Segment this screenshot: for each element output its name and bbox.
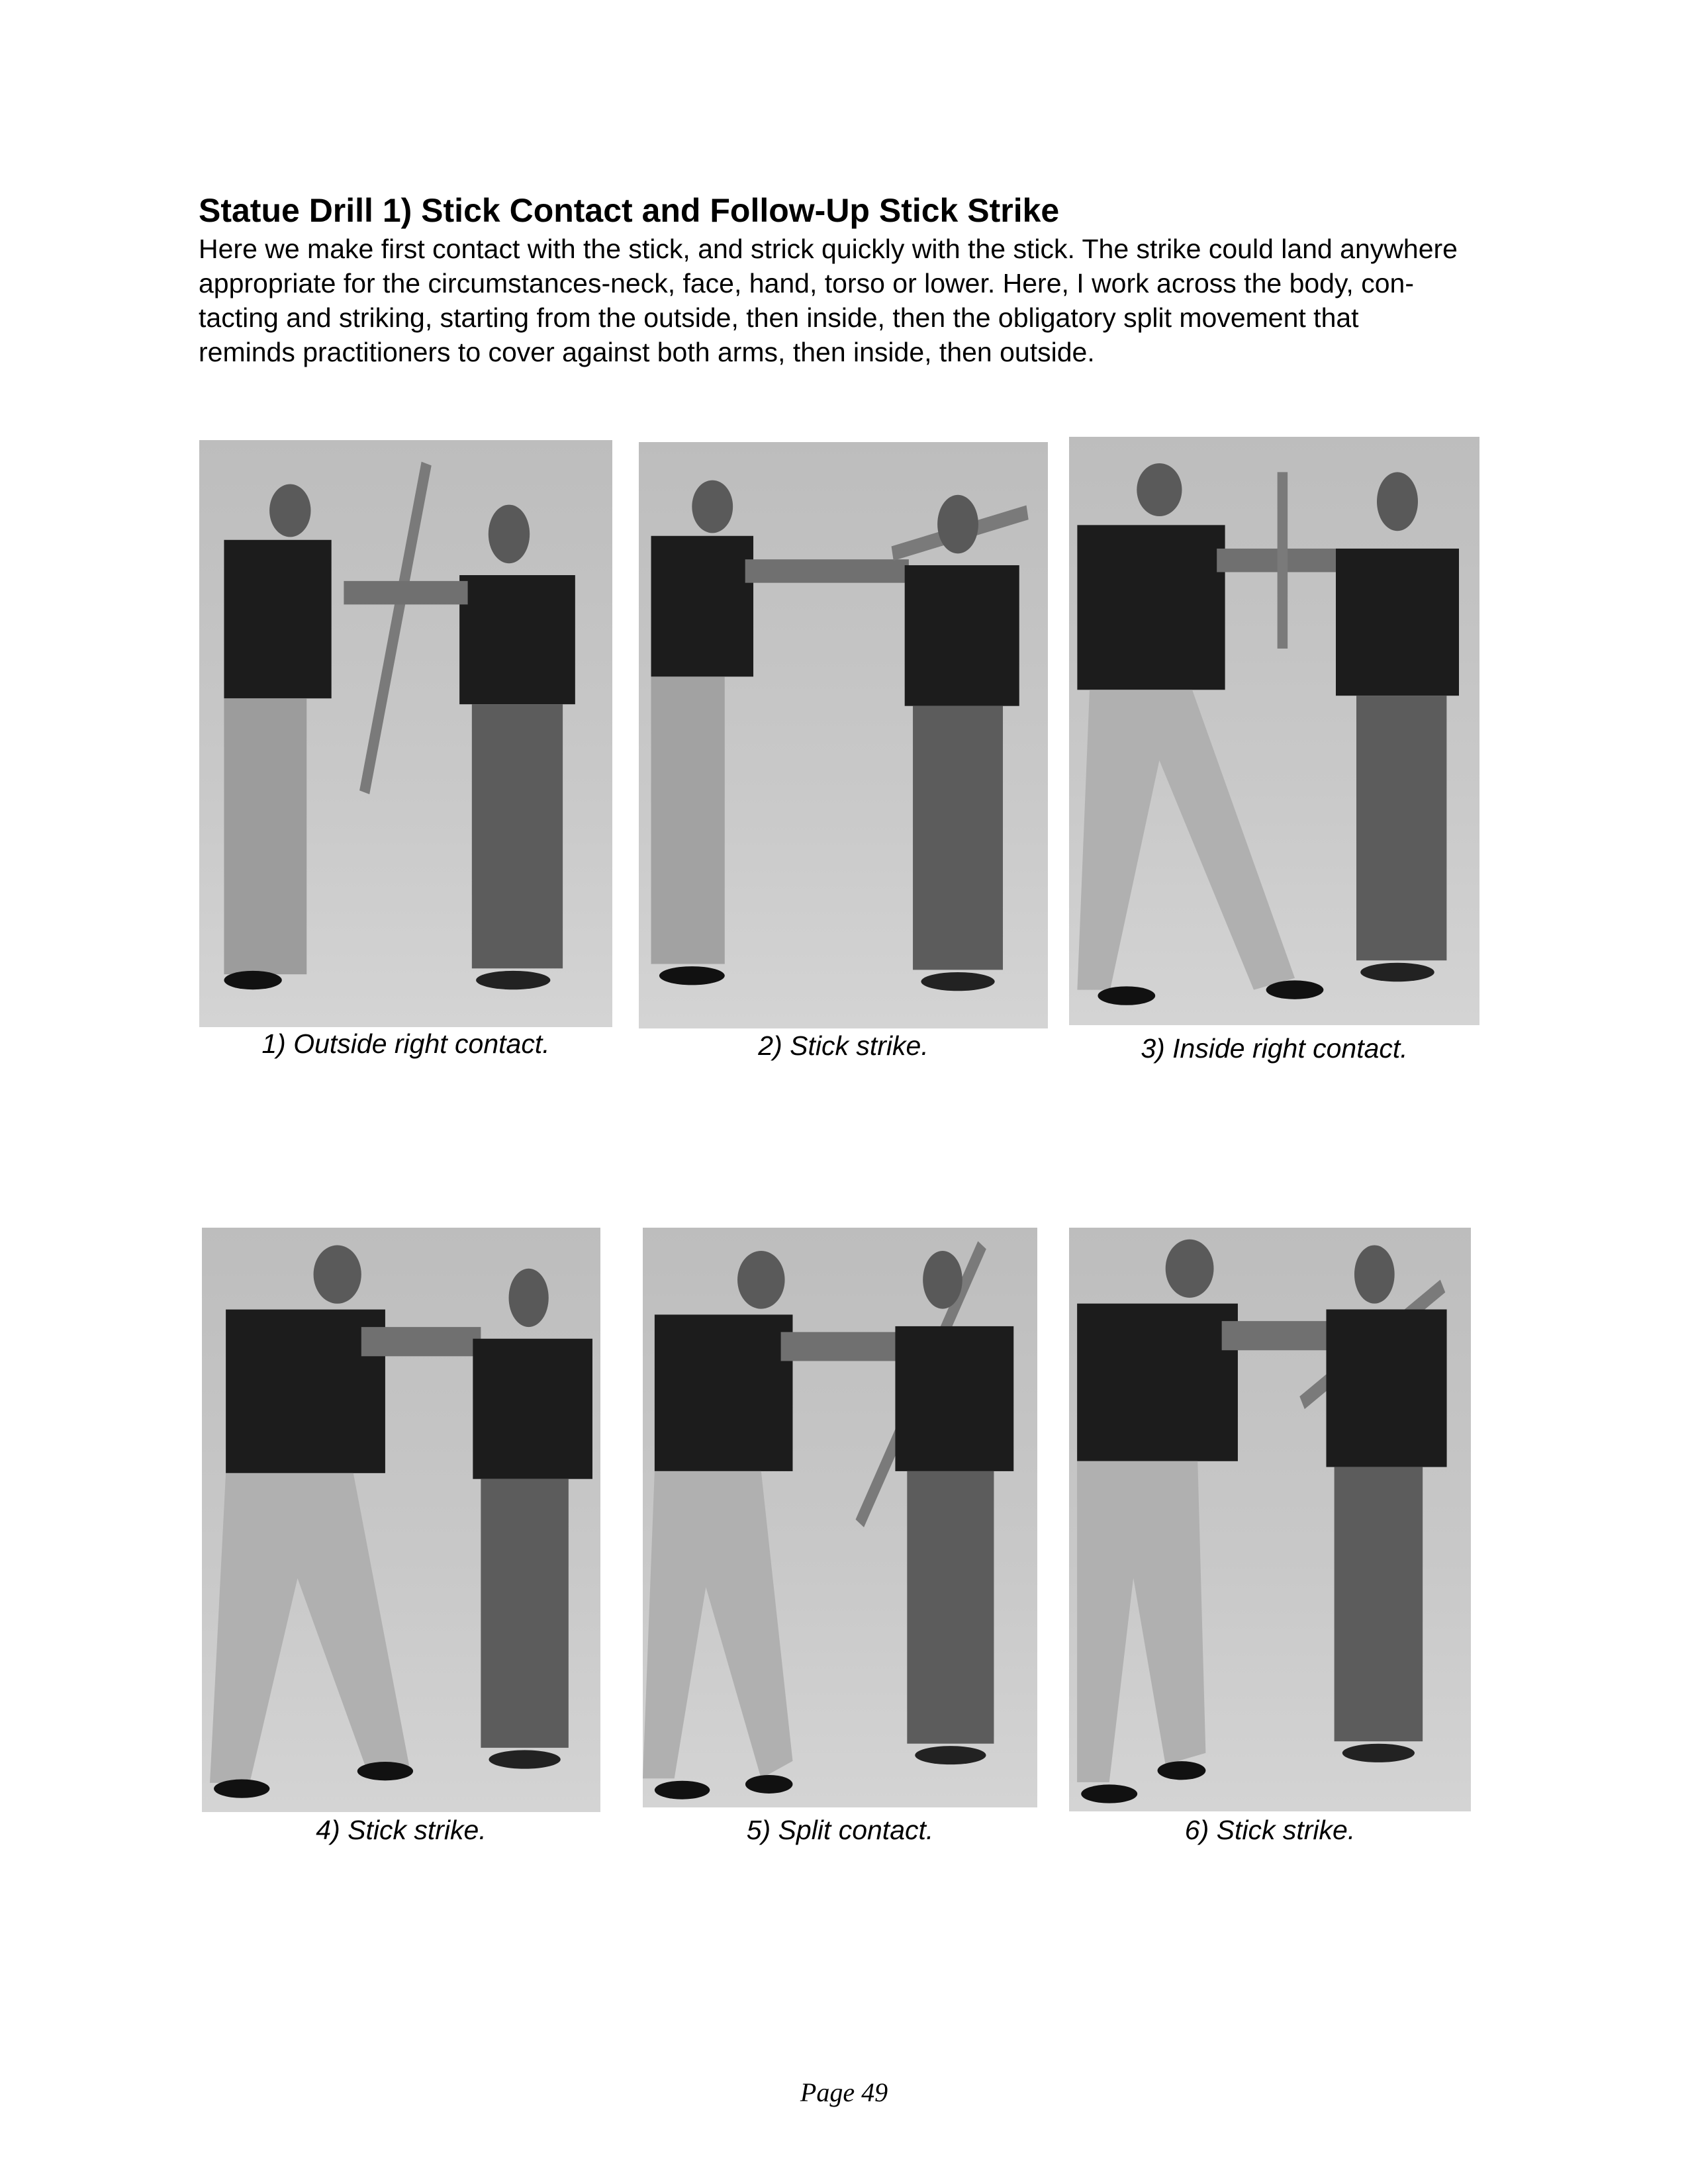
photo-4 xyxy=(202,1228,600,1812)
intro-line: tacting and striking, starting from the outside, then inside, then the obligatory split movement that xyxy=(199,302,1359,333)
photo-6 xyxy=(1069,1228,1471,1811)
caption-3: 3) Inside right contact. xyxy=(1141,1033,1408,1064)
page-number: Page 49 xyxy=(800,2077,888,2107)
caption-1: 1) Outside right contact. xyxy=(261,1028,550,1059)
caption-2: 2) Stick strike. xyxy=(758,1030,929,1061)
intro-paragraph xyxy=(199,232,1523,369)
intro-line: appropriate for the circumstances-neck, face, hand, torso or lower. Here, I work across the body, con- xyxy=(199,268,1414,298)
photo-1 xyxy=(199,440,612,1027)
intro-line: reminds practitioners to cover against both arms, then inside, then outside. xyxy=(199,337,1095,367)
photo-3 xyxy=(1069,437,1479,1025)
photo-5 xyxy=(643,1228,1037,1807)
caption-5: 5) Split contact. xyxy=(746,1815,934,1845)
intro-line: Here we make first contact with the stick, and strick quickly with the stick. The strike could land anywhere xyxy=(199,234,1458,264)
section-heading: Statue Drill 1) Stick Contact and Follow-Up Stick Strike xyxy=(199,192,1060,229)
photo-2 xyxy=(639,442,1048,1028)
caption-4: 4) Stick strike. xyxy=(316,1815,487,1845)
caption-6: 6) Stick strike. xyxy=(1184,1815,1356,1845)
